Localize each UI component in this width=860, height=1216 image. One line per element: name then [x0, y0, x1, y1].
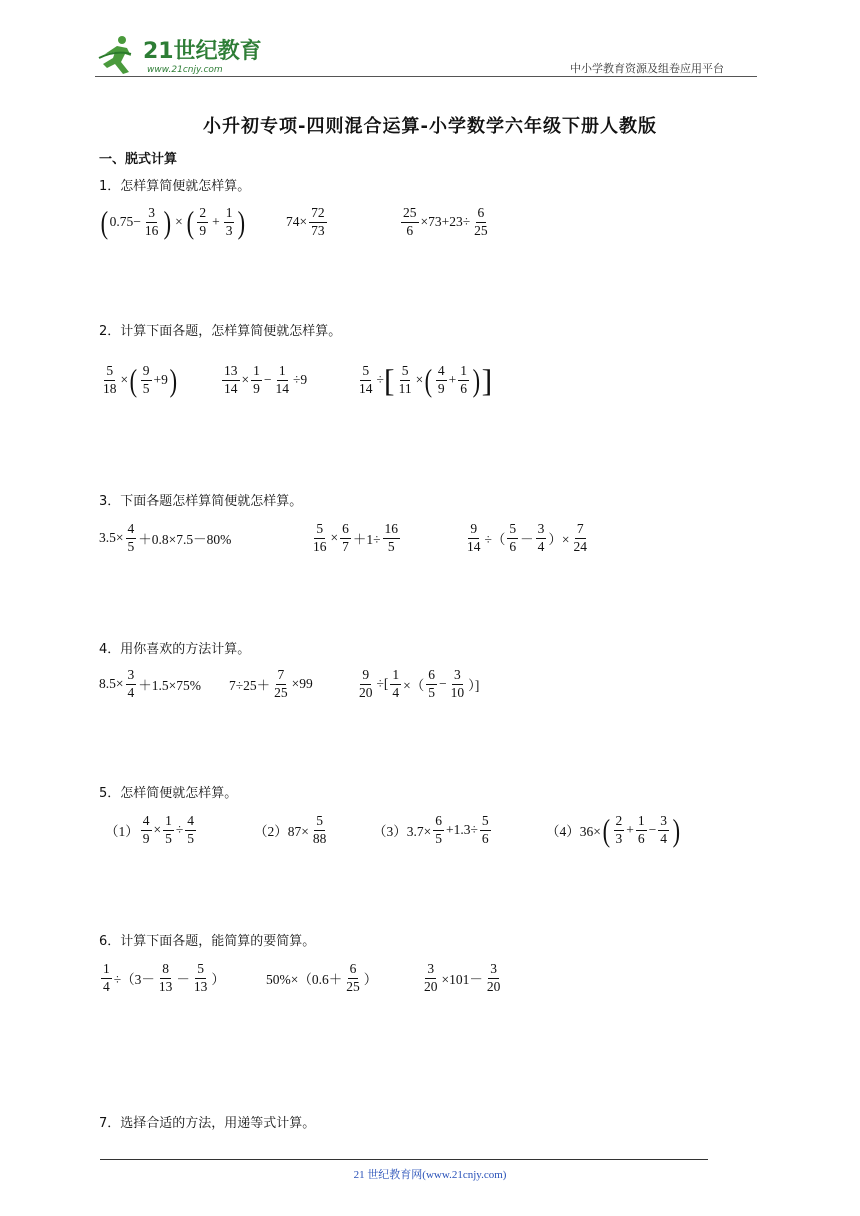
q6-expr-c: $\frac{3}{20}$ ×101－ $\frac{3}{20}$ — [424, 961, 501, 994]
q1-expr-b: 74× $\frac{72}{73}$ — [286, 205, 325, 238]
q5-expr-1: （1） $\frac{4}{9}$ × $\frac{1}{5}$ ÷ $\frac{4}{5}$ — [105, 813, 195, 846]
question-6: 6．计算下面各题，能简算的要简算。 — [99, 934, 316, 949]
q1-expr-a: ( 0.75− $\frac{3}{16}$ ) × ( $\frac{2}{9}$ + $\frac{1}{3}$ ) — [100, 204, 246, 240]
question-5-expressions — [99, 806, 749, 854]
question-4: 4．用你喜欢的方法计算。 — [99, 642, 251, 657]
question-2-expressions — [99, 356, 749, 404]
q5-expr-2: （2）87× $\frac{5}{88}$ — [254, 813, 327, 846]
q5-expr-3: （3）3.7× $\frac{6}{5}$ +1.3÷ $\frac{5}{6}$ — [373, 813, 489, 846]
q4-expr-b: 7÷25＋ $\frac{7}{25}$ ×99 — [229, 667, 313, 700]
q5-expr-4: （4）36× ( $\frac{2}{3}$ + $\frac{1}{6}$ − $\frac{3}{4}$ ) — [546, 812, 681, 848]
header-tagline: 中小学教育资源及组卷应用平台 — [570, 62, 724, 75]
question-7: 7．选择合适的方法，用递等式计算。 — [99, 1116, 316, 1131]
q1-expr-c: $\frac{25}{6}$ ×73+23÷ $\frac{6}{25}$ — [403, 205, 488, 238]
logo-url: www.21cnjy.com — [147, 65, 223, 75]
q4-expr-c: $\frac{9}{20}$ ÷[ $\frac{1}{4}$ ×（ $\frac{6}{5}$ − $\frac{3}{10}$ ）] — [359, 667, 480, 700]
q3-expr-a: 3.5× $\frac{4}{5}$ ＋0.8×7.5－80% — [99, 521, 232, 554]
q4-expr-a: 8.5× $\frac{3}{4}$ ＋1.5×75% — [99, 667, 201, 700]
question-4-expressions — [99, 660, 749, 708]
q6-expr-b: 50%×（0.6＋ $\frac{6}{25}$ ） — [266, 961, 378, 994]
q2-expr-c: $\frac{5}{14}$ ÷ [ $\frac{5}{11}$ × ( $\frac{4}{9}$ + $\frac{1}{6}$ ) ] — [359, 362, 493, 398]
q2-expr-a: $\frac{5}{18}$ × ( $\frac{9}{5}$ +9 ) — [103, 362, 177, 398]
page-title: 小升初专项-四则混合运算-小学数学六年级下册人教版 — [203, 116, 657, 137]
q2-expr-b: $\frac{13}{14}$ × $\frac{1}{9}$ − $\frac{1}{14}$ ÷9 — [224, 363, 308, 396]
question-3-expressions — [99, 514, 749, 562]
header-divider — [95, 76, 757, 77]
question-6-expressions — [99, 954, 749, 1002]
question-5: 5．怎样简便就怎样算。 — [99, 786, 238, 801]
question-1-expressions — [99, 198, 749, 246]
q3-expr-b: $\frac{5}{16}$ × $\frac{6}{7}$ ＋1÷ $\frac{16}{5}$ — [313, 521, 399, 554]
question-2: 2．计算下面各题，怎样算简便就怎样算。 — [99, 324, 342, 339]
section-heading: 一、脱式计算 — [99, 152, 178, 167]
q3-expr-c: $\frac{9}{14}$ ÷（ $\frac{5}{6}$ － $\frac{3}{4}$ ）× $\frac{7}{24}$ — [467, 521, 588, 554]
logo — [95, 32, 265, 78]
question-1: 1．怎样算简便就怎样算。 — [99, 179, 251, 194]
logo-text: 21世纪教育 — [143, 39, 262, 64]
q6-expr-a: $\frac{1}{4}$ ÷（3－ $\frac{8}{13}$ － $\frac{5}{13}$ ） — [103, 961, 225, 994]
footer-text[interactable]: 21 世纪教育网(www.21cnjy.com) — [353, 1169, 507, 1181]
footer-divider — [100, 1159, 708, 1160]
question-3: 3．下面各题怎样算简便就怎样算。 — [99, 494, 303, 509]
